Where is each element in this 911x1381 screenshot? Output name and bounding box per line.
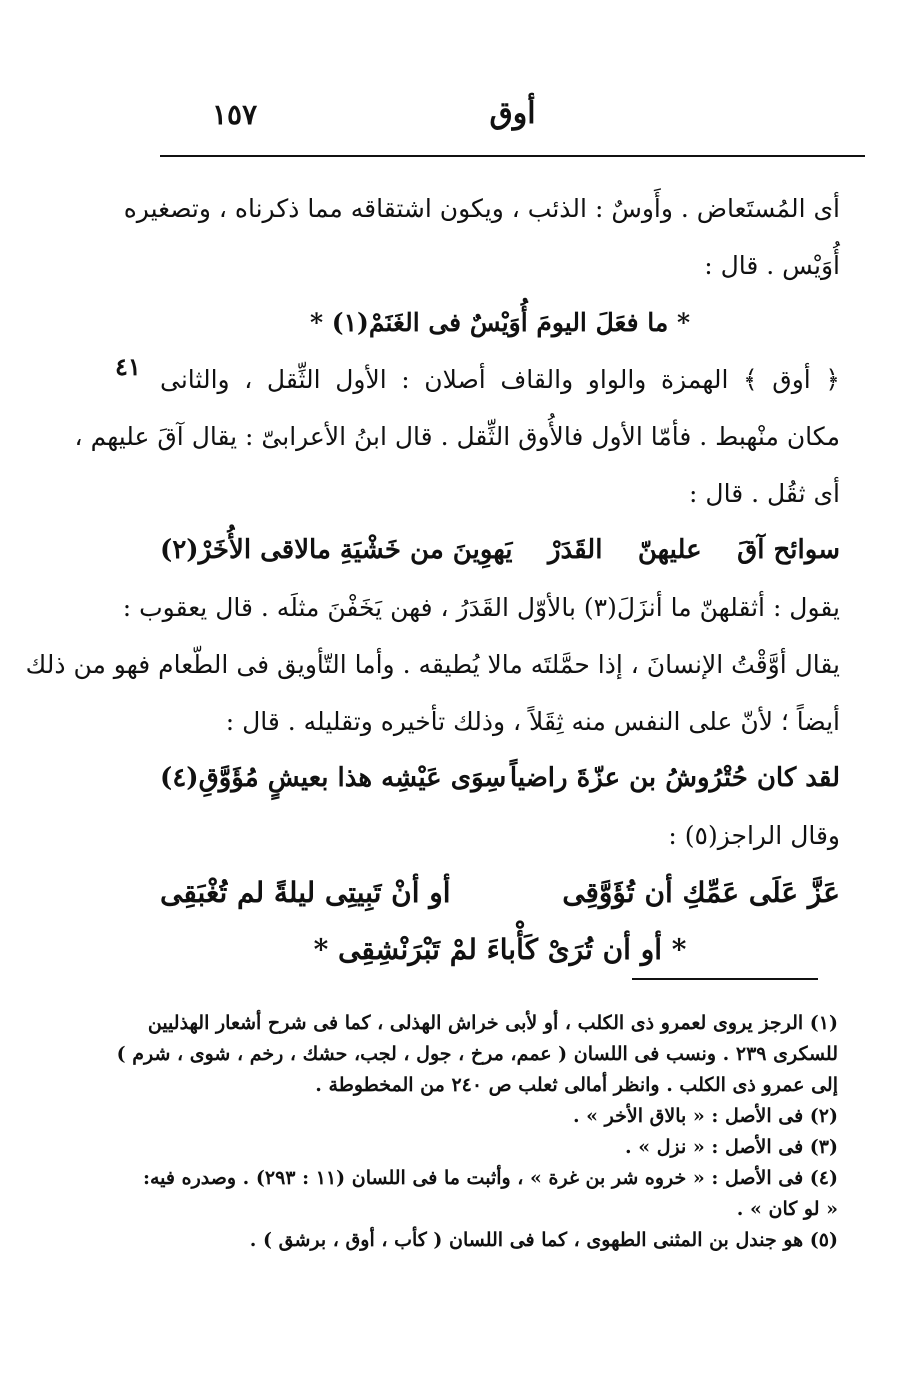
text-line: أى ثقُل . قال : xyxy=(689,479,840,508)
verse-segment: سوائح آقَ xyxy=(737,535,840,565)
page-header xyxy=(160,96,865,156)
verse-hemistich: سِوَى عَيْشِه هذا بعيشٍ مُؤَوَّقِ(٤) xyxy=(160,763,507,793)
footnote-line: (٤) فى الأصل : « خروه شر بن غرة » ، وأثبت ما فى اللسان (١١ : ٢٩٣) . وصدره فيه: xyxy=(142,1167,838,1189)
footnote-line: (٥) هو جندل بن المثنى الطهوى ، كما فى اللسان ( كأب ، أوق ، برشق ) . xyxy=(249,1229,838,1251)
verse-hemistich: لقد كان حُتْرُوشُ بن عزّةَ راضياً xyxy=(509,763,840,793)
footnote-line: للسكرى ٢٣٩ . ونسب فى اللسان ( عمم، مرخ ، جول ، لجب، حشك ، رخم ، شوى ، شرم ) xyxy=(116,1043,838,1065)
running-title: أوق xyxy=(489,96,536,131)
footnote-line: (٢) فى الأصل : « بالاق الأخر » . xyxy=(572,1105,838,1127)
footnote-rule xyxy=(632,978,818,980)
text-line: أُوَيْس . قال : xyxy=(704,251,840,280)
verse-hemistich: أو أنْ تَبِيتِى ليلةً لم تُغْبَقِى xyxy=(160,876,451,909)
footnote-line: « لو كان » . xyxy=(736,1198,838,1220)
verse-hemistich: عَزَّ عَلَى عَمِّكِ أن تُؤَوَّقِى xyxy=(562,876,840,909)
entry-headword-line: ﴿ أوق ﴾ الهمزة والواو والقاف أصلان : الأول الثِّقل ، والثانى xyxy=(160,365,840,394)
verse-line xyxy=(160,522,840,579)
footnote-line: (١) الرجز يروى لعمرو ذى الكلب ، أو لأبى خراش الهذلى ، كما فى شرح أشعار الهذليين xyxy=(147,1012,838,1034)
text-line: وقال الراجز(٥) : xyxy=(668,821,840,850)
text-line: أيضاً ؛ لأنّ على النفس منه ثِقَلاً ، وذلك تأخيره وتقليله . قال : xyxy=(225,707,840,736)
verse-segment: القَدَرْ xyxy=(547,535,603,565)
verse-segment: يَهوِينَ من خَشْيَةِ مالاقى الأُخَرْ(٢) xyxy=(160,535,513,565)
text-line: مكان منْهبط . فأمّا الأول فالأُوق الثِّقل . قال ابنُ الأعرابىّ : يقال آقَ عليهم ، xyxy=(74,422,840,451)
verse-segment: عليهنّ xyxy=(637,535,702,565)
verse-line xyxy=(160,750,840,807)
footnotes xyxy=(116,1008,838,1256)
verse-line: * أو أن تُرَىْ كَأْباءَ لمْ تَبْرَنْشِقِى * xyxy=(313,933,687,966)
verse-line: * ما فعَلَ اليومَ أُوَيْسٌ فى الغَنَمْ(١) * xyxy=(309,308,691,337)
text-line: أى المُستَعاض . وأَوسٌ : الذئب ، ويكون اشتقاقه مما ذكرناه ، وتصغيره xyxy=(123,194,840,223)
footnote-line: (٣) فى الأصل : « نزل » . xyxy=(624,1136,838,1158)
footnote-line: إلى عمرو ذى الكلب . وانظر أمالى ثعلب ص ٢٤٠ من المخطوطة . xyxy=(315,1074,838,1096)
margin-number: ٤١ xyxy=(115,352,141,381)
verse-line xyxy=(160,864,840,921)
text-line: يقول : أثقلهنّ ما أنزَلَ(٣) بالأوّل القَدَرُ ، فهن يَخَفْنَ مثلَه . قال يعقوب : xyxy=(122,593,840,622)
page-number: ١٥٧ xyxy=(212,98,258,131)
text-line: يقال أوَّقْتُ الإنسانَ ، إذا حمَّلتَه مالا يُطيقه . وأما التّأويق فى الطّعام فهو من ذلك xyxy=(25,650,840,679)
header-rule xyxy=(160,155,865,157)
